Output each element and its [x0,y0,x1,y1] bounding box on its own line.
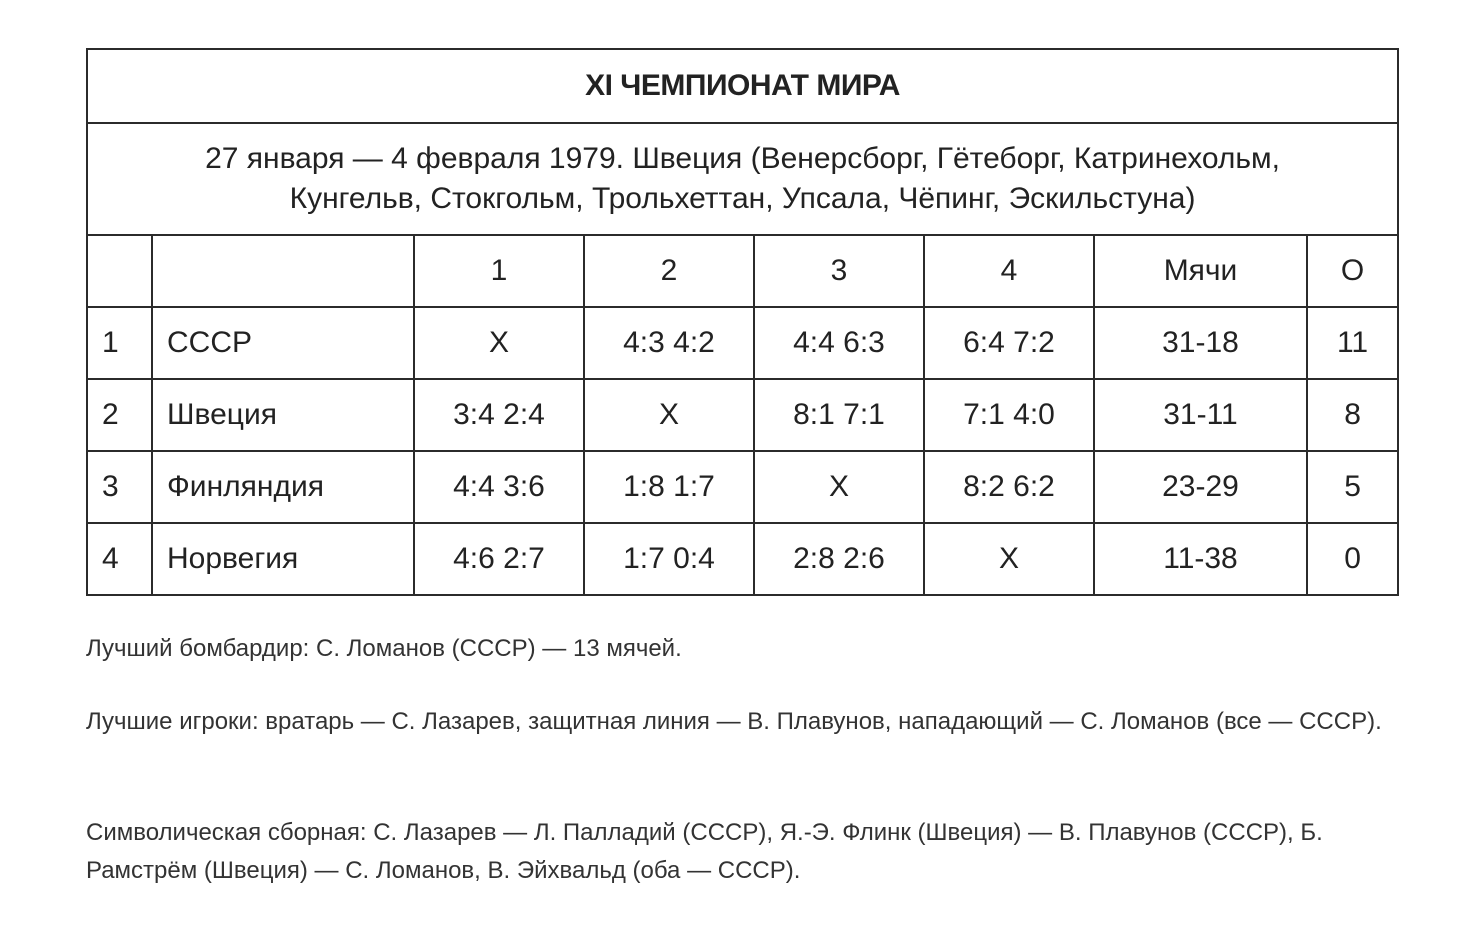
result-cell: X [754,451,924,523]
table-row [87,379,1398,451]
place-cell: 4 [87,523,152,595]
header-cell-points: О [1307,235,1398,307]
header-cell-4: 4 [924,235,1094,307]
result-cell: 4:3 4:2 [584,307,754,379]
table-subtitle [87,123,1398,235]
result-cell: X [414,307,584,379]
result-cell: 4:6 2:7 [414,523,584,595]
team-cell: Швеция [152,379,414,451]
goals-cell: 31-11 [1094,379,1307,451]
result-cell: 4:4 3:6 [414,451,584,523]
goals-cell: 23-29 [1094,451,1307,523]
goals-cell: 11-38 [1094,523,1307,595]
top-scorer-note: Лучший бомбардир: С. Ломанов (СССР) — 13 мячей. [86,635,682,662]
team-cell: Финляндия [152,451,414,523]
result-cell: 1:8 1:7 [584,451,754,523]
result-cell: 8:2 6:2 [924,451,1094,523]
results-table [86,48,1399,596]
header-cell-2: 2 [584,235,754,307]
result-cell: 7:1 4:0 [924,379,1094,451]
table-row [87,307,1398,379]
place-cell: 1 [87,307,152,379]
header-cell-team [152,235,414,307]
table-title: XI ЧЕМПИОНАТ МИРА [87,49,1398,123]
result-cell: 3:4 2:4 [414,379,584,451]
result-cell: 4:4 6:3 [754,307,924,379]
team-cell: Норвегия [152,523,414,595]
header-cell-place [87,235,152,307]
goals-cell: 31-18 [1094,307,1307,379]
place-cell: 2 [87,379,152,451]
subtitle-line-2: Кунгельв, Стокгольм, Трольхеттан, Упсала, Чёпинг, Эскильстуна) [289,182,1196,215]
all-star-team-note: Символическая сборная: С. Лазарев — Л. Палладий (СССР), Я.-Э. Флинк (Швеция) — В. Плавунов (СССР), Б. Рамстрём (Швеция) — С. Ломанов, В. Эйхвальд (оба — СССР). [86,819,1323,884]
place-cell: 3 [87,451,152,523]
points-cell: 5 [1307,451,1398,523]
header-cell-goals: Мячи [1094,235,1307,307]
result-cell: 8:1 7:1 [754,379,924,451]
table-row [87,451,1398,523]
header-cell-1: 1 [414,235,584,307]
points-cell: 11 [1307,307,1398,379]
header-row [87,235,1398,307]
team-cell: СССР [152,307,414,379]
result-cell: 6:4 7:2 [924,307,1094,379]
points-cell: 0 [1307,523,1398,595]
result-cell: X [584,379,754,451]
result-cell: X [924,523,1094,595]
subtitle-line-1: 27 января — 4 февраля 1979. Швеция (Венерсборг, Гётеборг, Катринехольм, [205,142,1280,175]
table-row [87,523,1398,595]
best-players-note: Лучшие игроки: вратарь — С. Лазарев, защитная линия — В. Плавунов, нападающий — С. Ломанов (все — СССР). [86,708,1382,735]
result-cell: 1:7 0:4 [584,523,754,595]
points-cell: 8 [1307,379,1398,451]
result-cell: 2:8 2:6 [754,523,924,595]
header-cell-3: 3 [754,235,924,307]
